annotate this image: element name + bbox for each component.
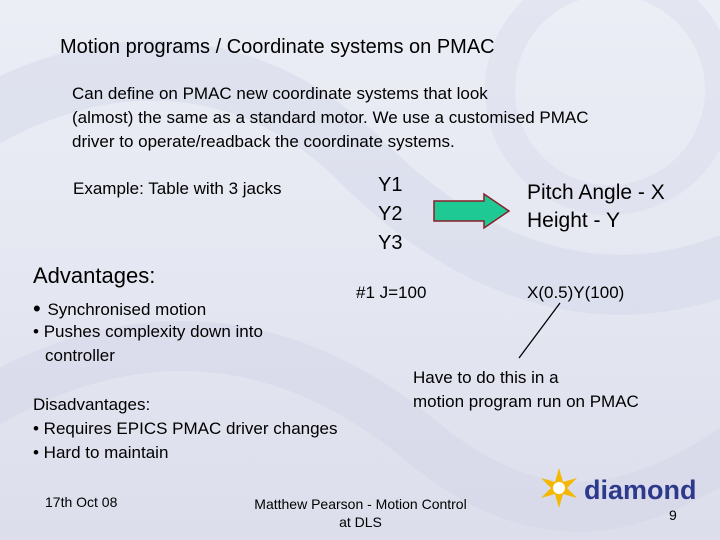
motion-command: X(0.5)Y(100) — [527, 283, 625, 302]
disadvantage-item: • Hard to maintain — [33, 443, 169, 462]
jog-command: #1 J=100 — [356, 283, 427, 302]
bullet-marker: • — [33, 322, 44, 341]
intro-text — [72, 82, 702, 154]
bullet-marker: • — [33, 296, 41, 321]
advantage-text: Pushes complexity down into — [43, 322, 263, 341]
axis-label-y1: Y1 — [378, 174, 403, 196]
right-arrow-icon — [432, 192, 512, 232]
advantage-item — [33, 320, 313, 368]
axis-label-y3: Y3 — [378, 232, 403, 254]
disadvantage-item: • Requires EPICS PMAC driver changes — [33, 419, 338, 438]
disadvantages-block — [33, 393, 338, 465]
intro-line: driver to operate/readback the coordinate systems. — [72, 132, 455, 151]
slide-title: Motion programs / Coordinate systems on PMAC — [60, 36, 495, 58]
result-pitch-angle: Pitch Angle - X — [527, 181, 665, 204]
advantage-text-continued: controller — [45, 346, 115, 365]
intro-line: (almost) the same as a standard motor. We use a customised PMAC — [72, 108, 589, 127]
advantage-text: Synchronised motion — [47, 300, 207, 319]
advantages-heading: Advantages: — [33, 263, 156, 288]
disadvantages-heading: Disadvantages: — [33, 395, 151, 414]
page-number: 9 — [669, 507, 677, 523]
note-line: Have to do this in a — [413, 368, 559, 387]
footer-author — [248, 495, 473, 531]
axis-label-y2: Y2 — [378, 203, 403, 225]
intro-line: Can define on PMAC new coordinate systems that look — [72, 84, 488, 103]
advantage-item — [33, 296, 206, 322]
author-line: at DLS — [339, 514, 382, 530]
diamond-sun-icon — [541, 468, 577, 508]
footer-date: 17th Oct 08 — [45, 494, 118, 510]
logo-text: diamond — [584, 475, 696, 505]
author-line: Matthew Pearson - Motion Control — [254, 496, 467, 512]
example-label: Example: Table with 3 jacks — [73, 179, 282, 198]
motion-program-note — [413, 366, 639, 414]
result-height: Height - Y — [527, 209, 620, 232]
note-line: motion program run on PMAC — [413, 392, 639, 411]
pointer-line — [515, 300, 565, 362]
